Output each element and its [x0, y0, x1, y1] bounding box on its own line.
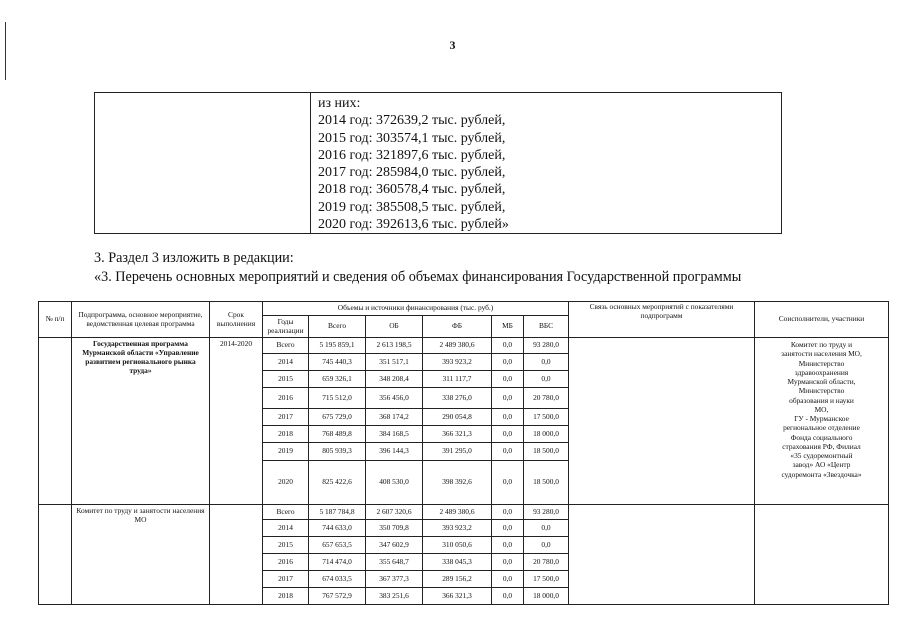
total-cell: 744 633,0 [309, 520, 366, 537]
coexec-line: страхования РФ, Филиал [782, 441, 861, 451]
mb-cell: 0,0 [492, 443, 524, 461]
summary-line: 2015 год: 303574,1 тыс. рублей, [318, 130, 506, 146]
coexec-line: завод» АО «Центр [792, 460, 851, 470]
summary-line: 2017 год: 285984,0 тыс. рублей, [318, 165, 506, 181]
fb-cell: 366 321,3 [423, 588, 492, 605]
header-num: № п/п [39, 302, 72, 338]
year-cell: 2018 [263, 588, 309, 605]
summary-line: 2020 год: 392613,6 тыс. рублей» [318, 217, 509, 233]
year-cell: 2014 [263, 354, 309, 371]
ob-cell: 368 174,2 [366, 409, 423, 426]
mb-cell: 0,0 [492, 520, 524, 537]
ob-cell: 384 168,5 [366, 426, 423, 443]
coexec-line: Фонда социального [790, 432, 853, 442]
fb-cell: 391 295,0 [423, 443, 492, 461]
coexec-line: занятости населения МО, [781, 349, 862, 359]
table-row [39, 338, 889, 354]
year-cell: 2017 [263, 571, 309, 588]
year-cell: Всего [263, 338, 309, 354]
mb-cell: 0,0 [492, 338, 524, 354]
total-cell: 805 939,3 [309, 443, 366, 461]
vbs-cell: 0,0 [524, 520, 569, 537]
fb-cell: 398 392,6 [423, 461, 492, 505]
mb-cell: 0,0 [492, 571, 524, 588]
year-cell: Всего [263, 505, 309, 520]
header-vbs: ВБС [524, 316, 569, 338]
ob-cell: 2 613 198,5 [366, 338, 423, 354]
year-cell: 2019 [263, 443, 309, 461]
mb-cell: 0,0 [492, 537, 524, 554]
coexecutors-cell [755, 338, 889, 505]
total-cell: 767 572,9 [309, 588, 366, 605]
vbs-cell: 18 000,0 [524, 588, 569, 605]
coexec-line: образования и науки [789, 395, 854, 405]
summary-right-cell [311, 93, 782, 234]
vbs-cell: 18 500,0 [524, 443, 569, 461]
total-cell: 825 422,6 [309, 461, 366, 505]
year-cell: 2017 [263, 409, 309, 426]
coexec-line: Министерство [798, 386, 845, 396]
vbs-cell: 18 500,0 [524, 461, 569, 505]
fb-cell: 338 276,0 [423, 388, 492, 409]
mb-cell: 0,0 [492, 588, 524, 605]
table-row [39, 505, 889, 520]
vbs-cell: 17 500,0 [524, 409, 569, 426]
mb-cell: 0,0 [492, 409, 524, 426]
total-cell: 768 489,8 [309, 426, 366, 443]
ob-cell: 408 530,0 [366, 461, 423, 505]
ob-cell: 350 709,8 [366, 520, 423, 537]
total-cell: 674 033,5 [309, 571, 366, 588]
total-cell: 659 326,1 [309, 371, 366, 388]
funding-summary-box [94, 92, 782, 234]
vbs-cell: 17 500,0 [524, 571, 569, 588]
fb-cell: 366 321,3 [423, 426, 492, 443]
coexec-line: здравоохранения [794, 367, 849, 377]
header-ob: ОБ [366, 316, 423, 338]
year-cell: 2016 [263, 554, 309, 571]
vbs-cell: 93 280,0 [524, 338, 569, 354]
total-cell: 657 653,5 [309, 537, 366, 554]
fb-cell: 2 489 380,6 [423, 338, 492, 354]
year-cell: 2020 [263, 461, 309, 505]
mb-cell: 0,0 [492, 461, 524, 505]
fb-cell: 393 923,2 [423, 520, 492, 537]
ob-cell: 355 648,7 [366, 554, 423, 571]
header-term: Срок выполнения [210, 302, 263, 338]
header-total: Всего [309, 316, 366, 338]
fb-cell: 393 923,2 [423, 354, 492, 371]
program-name: Комитет по труду и занятости населения МО [72, 505, 210, 605]
year-cell: 2015 [263, 371, 309, 388]
header-mb: МБ [492, 316, 524, 338]
fb-cell: 289 156,2 [423, 571, 492, 588]
year-cell: 2014 [263, 520, 309, 537]
header-funding: Объемы и источники финансирования (тыс. руб.) [263, 302, 569, 316]
section-instruction: 3. Раздел 3 изложить в редакции: [94, 250, 294, 266]
fb-cell: 338 045,3 [423, 554, 492, 571]
vbs-cell: 93 280,0 [524, 505, 569, 520]
header-program: Подпрограмма, основное мероприятие, ведомственная целевая программа [72, 302, 210, 338]
vbs-cell: 20 780,0 [524, 554, 569, 571]
ob-cell: 348 208,4 [366, 371, 423, 388]
summary-left-cell [95, 93, 311, 234]
total-cell: 5 195 859,1 [309, 338, 366, 354]
ob-cell: 351 517,1 [366, 354, 423, 371]
mb-cell: 0,0 [492, 388, 524, 409]
fb-cell: 310 050,6 [423, 537, 492, 554]
ob-cell: 2 607 320,6 [366, 505, 423, 520]
summary-lines [311, 93, 781, 233]
coexecutors-cell [755, 505, 889, 605]
coexec-line: «35 судоремонтный [790, 451, 853, 460]
total-cell: 714 474,0 [309, 554, 366, 571]
coexec-line: Комитет по труду и [790, 340, 853, 349]
coexec-line: Министерство [798, 358, 845, 368]
vbs-cell: 0,0 [524, 354, 569, 371]
total-cell: 715 512,0 [309, 388, 366, 409]
program-name: Государственная программа Мурманской области «Управление развитием регионального рынка труда» [72, 338, 210, 505]
ob-cell: 347 602,9 [366, 537, 423, 554]
row-num-cell [39, 505, 72, 605]
total-cell: 745 440,3 [309, 354, 366, 371]
mb-cell: 0,0 [492, 426, 524, 443]
mb-cell: 0,0 [492, 554, 524, 571]
total-cell: 675 729,0 [309, 409, 366, 426]
summary-line: 2014 год: 372639,2 тыс. рублей, [318, 113, 506, 129]
ob-cell: 356 456,0 [366, 388, 423, 409]
year-cell: 2018 [263, 426, 309, 443]
coexec-line: ГУ - Мурманское [794, 414, 849, 423]
summary-line: 2016 год: 321897,6 тыс. рублей, [318, 147, 506, 163]
measures-funding-table [38, 301, 889, 605]
page-number: 3 [449, 38, 456, 52]
ob-cell: 396 144,3 [366, 443, 423, 461]
coexec-line: судоремонта «Звездочка» [781, 469, 862, 479]
program-term [210, 505, 263, 605]
fb-cell: 2 489 380,6 [423, 505, 492, 520]
mb-cell: 0,0 [492, 354, 524, 371]
year-cell: 2015 [263, 537, 309, 554]
year-cell: 2016 [263, 388, 309, 409]
header-coexec: Соисполнители, участники [755, 302, 889, 338]
coexec-line: региональное отделение [783, 423, 860, 433]
mb-cell: 0,0 [492, 371, 524, 388]
total-cell: 5 187 784,8 [309, 505, 366, 520]
summary-line: 2019 год: 385508,5 тыс. рублей, [318, 199, 506, 215]
ob-cell: 383 251,6 [366, 588, 423, 605]
header-fb: ФБ [423, 316, 492, 338]
summary-line: из них: [318, 96, 361, 111]
coexec-line: МО, [814, 404, 829, 414]
mb-cell: 0,0 [492, 505, 524, 520]
row-num-cell [39, 338, 72, 505]
coexec-line: Мурманской области, [787, 377, 856, 386]
section-title: «3. Перечень основных мероприятий и сведения об объемах финансирования Государственной программы [94, 269, 742, 285]
vbs-cell: 0,0 [524, 371, 569, 388]
header-years: Годы реализации [263, 316, 309, 338]
fb-cell: 311 117,7 [423, 371, 492, 388]
ob-cell: 367 377,3 [366, 571, 423, 588]
program-term: 2014-2020 [210, 338, 263, 505]
link-cell [569, 338, 755, 505]
summary-line: 2018 год: 360578,4 тыс. рублей, [318, 182, 506, 198]
link-cell [569, 505, 755, 605]
header-link: Связь основных мероприятий с показателями подпрограмм [569, 302, 755, 338]
vbs-cell: 0,0 [524, 537, 569, 554]
vbs-cell: 20 780,0 [524, 388, 569, 409]
fb-cell: 290 054,8 [423, 409, 492, 426]
vbs-cell: 18 000,0 [524, 426, 569, 443]
